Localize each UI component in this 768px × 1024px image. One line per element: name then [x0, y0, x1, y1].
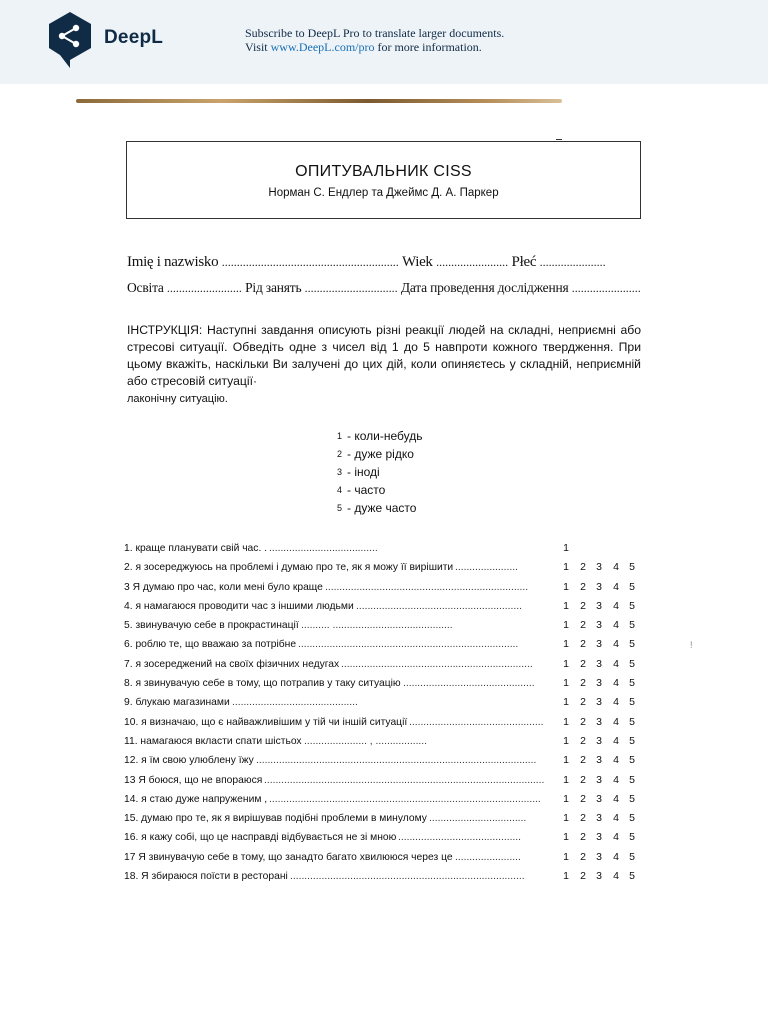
question-label: 11. намагаюся вкласти спати шістьох — [124, 735, 302, 747]
rating-option[interactable]: 2 — [580, 619, 586, 632]
rating-option[interactable]: 3 — [596, 696, 602, 709]
scale-item — [337, 427, 422, 445]
rating-option[interactable]: 1 — [563, 542, 569, 554]
scale-label: - дуже часто — [347, 500, 417, 515]
question-label: 18. Я збираюся поїсти в ресторані — [124, 871, 288, 883]
question-row — [124, 617, 644, 636]
rating-option[interactable]: 5 — [629, 561, 635, 574]
question-row — [124, 772, 644, 791]
scale-number: 5 — [337, 502, 343, 513]
rating-option[interactable]: 4 — [613, 696, 619, 709]
rating-option[interactable]: 4 — [613, 561, 619, 574]
authors: Норман С. Ендлер та Джеймс Д. А. Паркер — [268, 187, 499, 199]
promo-line1: Subscribe to DeepL Pro to translate larger documents. — [245, 26, 505, 40]
deepl-logo-icon — [46, 10, 94, 70]
side-mark: ! — [690, 640, 693, 650]
rating-option[interactable]: 2 — [580, 773, 586, 786]
scale-item — [337, 499, 422, 517]
rating-option[interactable]: 2 — [580, 715, 586, 728]
question-row — [124, 849, 644, 868]
question-label: 14. я стаю дуже напруженим , — [124, 793, 268, 805]
rating-option[interactable]: 3 — [596, 831, 602, 844]
rating-option[interactable]: 1 — [563, 619, 569, 632]
rating-option[interactable]: 1 — [563, 561, 569, 574]
rating-option[interactable]: 3 — [596, 599, 602, 612]
rating-option[interactable]: 5 — [629, 580, 635, 593]
rating-option[interactable]: 2 — [580, 561, 586, 574]
question-label: 6. роблю те, що вважаю за потрібне — [124, 639, 297, 651]
rating-option[interactable]: 5 — [629, 696, 635, 709]
question-leader-dots: .............................................. — [403, 678, 535, 690]
question-label: 9. блукаю магазинами — [124, 697, 230, 709]
rating-option[interactable]: 4 — [613, 850, 619, 863]
rating-option[interactable]: 3 — [596, 792, 602, 805]
rating-option[interactable]: 3 — [596, 773, 602, 786]
question-row — [124, 598, 644, 617]
question-leader-dots: .................................................................................................. — [264, 774, 545, 786]
rating-option[interactable]: 2 — [580, 657, 586, 670]
age-field[interactable]: ........................ — [436, 255, 509, 269]
scale-item — [337, 445, 422, 463]
rating-option[interactable]: 3 — [596, 619, 602, 632]
question-leader-dots: .......................................................... — [356, 600, 522, 612]
question-label: 12. я їм свою улюблену їжу — [124, 755, 254, 767]
rating-option[interactable]: 4 — [613, 677, 619, 690]
question-leader-dots: ...................... — [455, 562, 518, 574]
personal-fields-row1 — [127, 254, 606, 271]
education-field[interactable]: ......................... — [166, 281, 242, 295]
question-label: 15. думаю про те, як я вирішував подібні проблеми в минулому — [124, 813, 427, 825]
question-leader-dots: ............................................................................................... — [269, 793, 541, 805]
date-field[interactable]: ....................... — [571, 281, 641, 295]
scale-number: 4 — [337, 484, 343, 495]
deepl-pro-link[interactable]: www.DeepL.com/pro — [270, 40, 375, 54]
question-label: 1. краще планувати свій час. . — [124, 543, 268, 554]
question-leader-dots: ........................................... — [398, 832, 522, 844]
rating-option[interactable]: 4 — [613, 638, 619, 651]
question-label: 7. я зосереджений на своїх фізичних недугах — [124, 658, 340, 670]
question-leader-dots: .................................................................................. — [290, 871, 525, 883]
rating-option[interactable]: 4 — [613, 715, 619, 728]
rating-option[interactable]: 2 — [580, 870, 586, 883]
question-leader-dots: ....................... — [455, 851, 521, 863]
rating-option[interactable]: 1 — [563, 599, 569, 612]
name-label: Imię i nazwisko — [127, 254, 219, 270]
rating-scale — [337, 427, 422, 517]
question-leader-dots: .................................. — [429, 813, 527, 825]
rating-option[interactable]: 1 — [563, 734, 569, 747]
question-row — [124, 714, 644, 733]
promo-tail: for more information. — [374, 40, 482, 54]
question-leader-dots: ...................... , .................. — [304, 735, 428, 747]
rating-option[interactable]: 1 — [563, 696, 569, 709]
decorative-divider — [76, 99, 562, 103]
question-row — [124, 810, 644, 829]
rating-option[interactable]: 5 — [629, 715, 635, 728]
question-leader-dots: ...................................... — [269, 543, 378, 554]
rating-option[interactable]: 5 — [629, 754, 635, 767]
occupation-label: Рід занять — [245, 280, 302, 295]
question-label: 16. я кажу собі, що це насправді відбувається не зі мною — [124, 832, 397, 844]
deepl-banner — [0, 0, 768, 84]
rating-option[interactable]: 4 — [613, 657, 619, 670]
rating-option[interactable]: 3 — [596, 870, 602, 883]
title-box — [126, 141, 641, 219]
question-row — [124, 540, 644, 559]
rating-option[interactable]: 2 — [580, 831, 586, 844]
promo-visit: Visit — [245, 40, 271, 54]
question-leader-dots: ................................................................... — [341, 658, 533, 670]
rating-option[interactable]: 4 — [613, 831, 619, 844]
rating-option[interactable]: 1 — [563, 677, 569, 690]
rating-option[interactable]: 3 — [596, 754, 602, 767]
rating-option[interactable]: 1 — [563, 812, 569, 825]
rating-option[interactable]: 4 — [613, 792, 619, 805]
question-label: 13 Я боюся, що не впораюся — [124, 774, 263, 786]
scale-label: - дуже рідко — [347, 446, 414, 461]
promo-line2 — [245, 40, 504, 54]
question-row — [124, 733, 644, 752]
question-leader-dots: .......... .......................................... — [301, 620, 453, 632]
question-row — [124, 829, 644, 848]
rating-option[interactable]: 4 — [613, 599, 619, 612]
scale-number: 1 — [337, 430, 343, 441]
rating-option[interactable]: 3 — [596, 580, 602, 593]
occupation-field[interactable]: ............................... — [304, 281, 398, 295]
rating-option[interactable]: 5 — [629, 599, 635, 612]
rating-option[interactable]: 5 — [629, 657, 635, 670]
question-row — [124, 752, 644, 771]
rating-option[interactable]: 2 — [580, 792, 586, 805]
rating-option[interactable]: 3 — [596, 715, 602, 728]
question-leader-dots: .................................................................................................. — [256, 755, 537, 767]
education-label: Освіта — [127, 280, 164, 295]
rating-option[interactable]: 4 — [613, 773, 619, 786]
rating-option[interactable]: 3 — [596, 677, 602, 690]
rating-option[interactable]: 3 — [596, 561, 602, 574]
rating-option[interactable]: 4 — [613, 812, 619, 825]
rating-option[interactable]: 5 — [629, 638, 635, 651]
rating-option[interactable]: 4 — [613, 754, 619, 767]
question-row — [124, 791, 644, 810]
question-label: 17 Я звинувачую себе в тому, що занадто багато хвилююся через це — [124, 851, 453, 863]
page-title: ОПИТУВАЛЬНИК CISS — [295, 163, 472, 180]
rating-option[interactable]: 2 — [580, 850, 586, 863]
question-label: 10. я визначаю, що є найважливішим у тій чи іншій ситуації — [124, 716, 408, 728]
question-label: 4. я намагаюся проводити час з іншими людьми — [124, 600, 354, 612]
question-row — [124, 636, 644, 655]
rating-option[interactable]: 3 — [596, 657, 602, 670]
rating-option[interactable]: 2 — [580, 754, 586, 767]
rating-option[interactable]: 1 — [563, 715, 569, 728]
scale-item — [337, 481, 422, 499]
rating-option[interactable]: 5 — [629, 792, 635, 805]
age-label: Wiek — [401, 254, 433, 270]
rating-option[interactable]: 4 — [613, 870, 619, 883]
question-label: 3 Я думаю про час, коли мені було краще — [124, 581, 323, 593]
question-leader-dots: ............................................................................. — [298, 639, 519, 651]
rating-option[interactable]: 2 — [580, 677, 586, 690]
question-row — [124, 559, 644, 578]
sex-label: Płeć — [511, 254, 537, 270]
rating-option[interactable]: 1 — [563, 850, 569, 863]
scale-number: 3 — [337, 466, 343, 477]
rating-option[interactable]: 1 — [563, 638, 569, 651]
scale-label: - коли-небудь — [347, 428, 423, 443]
promo-text — [245, 26, 504, 54]
rating-option[interactable]: 3 — [596, 850, 602, 863]
rating-option[interactable]: 1 — [563, 831, 569, 844]
rating-option[interactable]: 5 — [629, 677, 635, 690]
rating-option[interactable]: 1 — [563, 754, 569, 767]
instruction-extra: лаконічну ситуацію. — [127, 393, 228, 405]
rating-option[interactable]: 2 — [580, 580, 586, 593]
question-leader-dots: ............................................... — [409, 716, 544, 728]
rating-option[interactable]: 3 — [596, 734, 602, 747]
deepl-logo-text: DeepL — [104, 27, 164, 48]
rating-option[interactable]: 3 — [596, 812, 602, 825]
question-row — [124, 579, 644, 598]
question-label: 5. звинувачую себе в прокрастинації — [124, 620, 299, 632]
question-row — [124, 656, 644, 675]
rating-option[interactable]: 4 — [613, 734, 619, 747]
question-label: 2. я зосереджуюсь на проблемі і думаю про те, як я можу її вирішити — [124, 562, 454, 574]
question-row — [124, 694, 644, 713]
rating-option[interactable]: 5 — [629, 870, 635, 883]
rating-option[interactable]: 5 — [629, 850, 635, 863]
rating-option[interactable]: 5 — [629, 812, 635, 825]
rating-option[interactable]: 1 — [563, 657, 569, 670]
question-label: 8. я звинувачую себе в тому, що потрапив у таку ситуацію — [124, 678, 401, 690]
name-field[interactable]: ........................................................... — [221, 255, 399, 269]
rating-option[interactable]: 4 — [613, 580, 619, 593]
rating-option[interactable]: 3 — [596, 638, 602, 651]
rating-option[interactable]: 5 — [629, 773, 635, 786]
sex-field[interactable]: ...................... — [539, 255, 606, 269]
box-tick — [556, 139, 562, 140]
rating-option[interactable]: 5 — [629, 619, 635, 632]
question-leader-dots: ....................................................................... — [325, 581, 529, 593]
date-label: Дата проведення дослідження — [400, 280, 569, 295]
personal-fields-row2 — [127, 280, 641, 296]
rating-option[interactable]: 2 — [580, 812, 586, 825]
rating-option[interactable]: 1 — [563, 870, 569, 883]
rating-option[interactable]: 5 — [629, 831, 635, 844]
rating-option[interactable]: 5 — [629, 734, 635, 747]
instruction-text: ІНСТРУКЦІЯ: Наступні завдання описують різні реакції людей на складні, неприємні або стресові ситуації. Обведіть одне з чисел від 1 до 5 навпроти кожного твердження. При цьому вкажіть, наскільки Ви залучені до цих дій, коли опиняєтесь у складній, неприємній або стресовій ситуації· — [127, 323, 641, 388]
rating-option[interactable]: 2 — [580, 696, 586, 709]
rating-option[interactable]: 1 — [563, 580, 569, 593]
question-row — [124, 675, 644, 694]
scale-label: - іноді — [347, 464, 380, 479]
scale-number: 2 — [337, 448, 343, 459]
scale-label: - часто — [347, 482, 386, 497]
scale-item — [337, 463, 422, 481]
rating-option[interactable]: 2 — [580, 599, 586, 612]
question-row — [124, 868, 644, 887]
rating-option[interactable]: 2 — [580, 638, 586, 651]
question-leader-dots: ............................................ — [232, 697, 358, 709]
rating-option[interactable]: 2 — [580, 734, 586, 747]
rating-option[interactable]: 1 — [563, 773, 569, 786]
questionnaire-items — [124, 540, 644, 887]
rating-option[interactable]: 4 — [613, 619, 619, 632]
rating-option[interactable]: 1 — [563, 792, 569, 805]
